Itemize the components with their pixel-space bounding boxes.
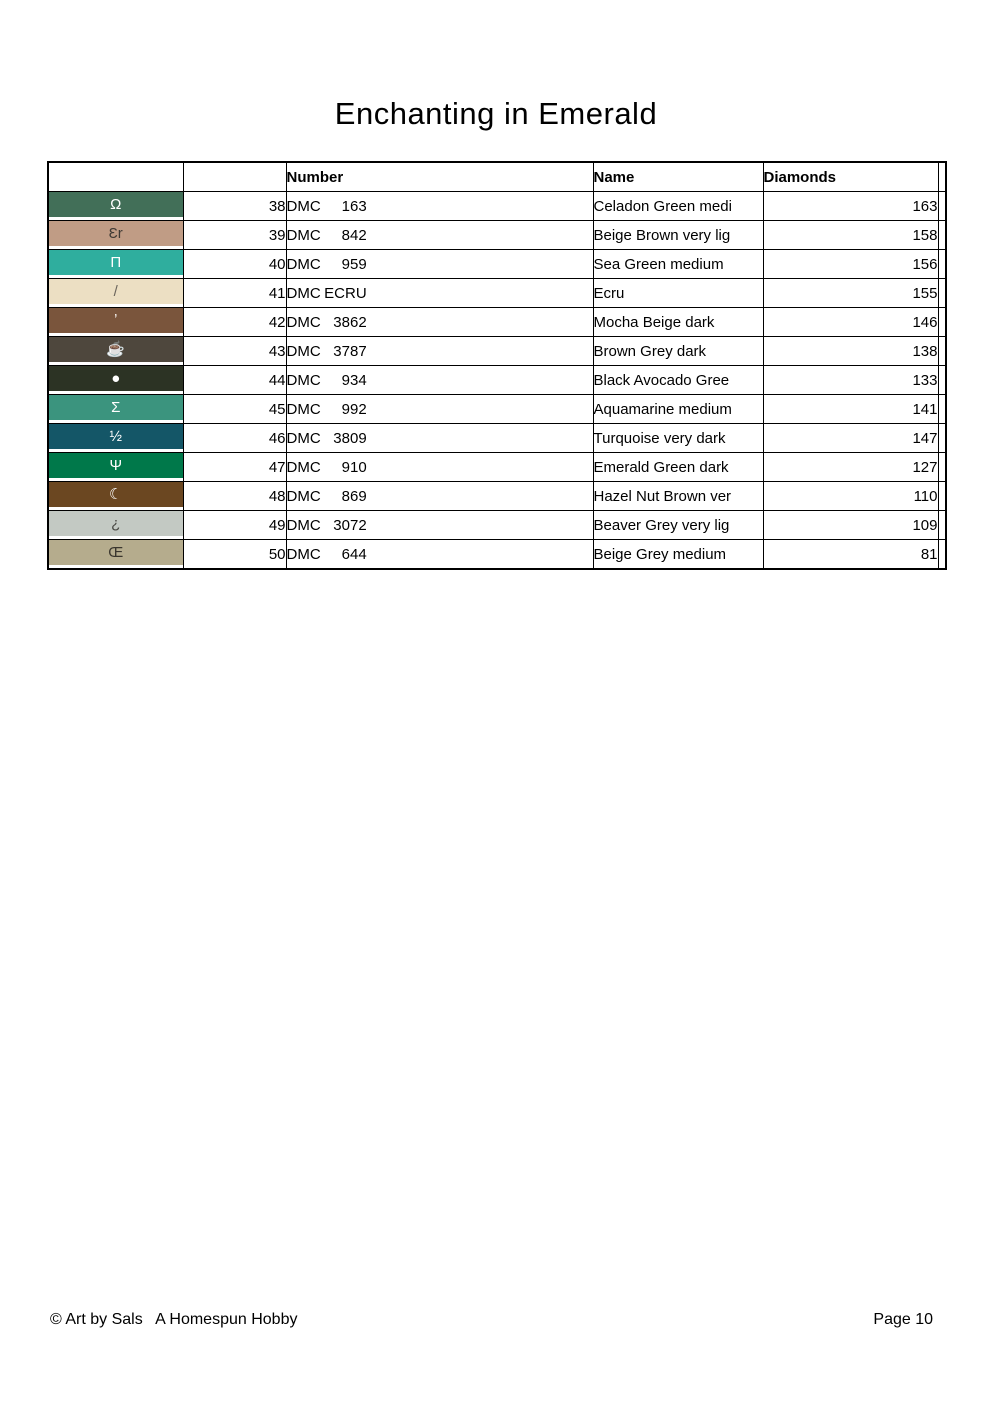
color-swatch [49, 308, 183, 333]
brand-label: DMC [286, 458, 321, 476]
brand-label: DMC [286, 429, 321, 447]
header-diamonds: Diamonds [763, 162, 938, 192]
stitch-symbol-icon: ʼ [114, 312, 118, 329]
extra-cell [938, 308, 946, 337]
table-header-row [48, 162, 946, 192]
color-swatch [49, 250, 183, 275]
table-row [48, 192, 946, 221]
color-name-cell: Turquoise very dark [593, 424, 763, 453]
thread-code: 163 [341, 197, 367, 215]
stitch-symbol-icon: Ɛr [108, 225, 123, 242]
footer-credit: © Art by Sals A Homespun Hobby [50, 1311, 298, 1328]
swatch-cell [48, 308, 183, 337]
brand-label: DMC [286, 284, 321, 302]
diamonds-count-cell: 163 [763, 192, 938, 221]
stitch-symbol-icon: Ω [110, 196, 122, 213]
extra-cell [938, 395, 946, 424]
thread-code: ECRU [324, 284, 367, 302]
thread-code: 959 [341, 255, 367, 273]
extra-cell [938, 511, 946, 540]
color-swatch [49, 511, 183, 536]
extra-cell [938, 250, 946, 279]
thread-number-cell [286, 337, 593, 366]
swatch-cell [48, 366, 183, 395]
swatch-cell [48, 395, 183, 424]
brand-label: DMC [286, 400, 321, 418]
thread-number-cell [286, 279, 593, 308]
color-swatch [49, 424, 183, 449]
row-count-cell: 40 [183, 250, 286, 279]
stitch-symbol-icon: ¿ [111, 515, 121, 532]
color-key-table [47, 161, 947, 570]
swatch-cell [48, 279, 183, 308]
table-row [48, 366, 946, 395]
color-name-cell: Mocha Beige dark [593, 308, 763, 337]
row-count-cell: 39 [183, 221, 286, 250]
page-number: Page 10 [873, 1311, 933, 1328]
table-row [48, 482, 946, 511]
table-row [48, 221, 946, 250]
swatch-cell [48, 540, 183, 570]
row-count-cell: 42 [183, 308, 286, 337]
diamonds-count-cell: 109 [763, 511, 938, 540]
stitch-symbol-icon: Σ [111, 399, 121, 416]
diamonds-count-cell: 156 [763, 250, 938, 279]
color-swatch [49, 192, 183, 217]
row-count-cell: 43 [183, 337, 286, 366]
diamonds-count-cell: 81 [763, 540, 938, 570]
table-row [48, 540, 946, 570]
thread-code: 842 [341, 226, 367, 244]
stitch-symbol-icon: ½ [109, 428, 122, 445]
extra-cell [938, 279, 946, 308]
brand-label: DMC [286, 487, 321, 505]
color-swatch [49, 453, 183, 478]
thread-number-cell [286, 192, 593, 221]
color-name-cell: Beige Brown very lig [593, 221, 763, 250]
color-swatch [49, 395, 183, 420]
swatch-cell [48, 511, 183, 540]
thread-code: 3809 [333, 429, 367, 447]
color-name-cell: Beaver Grey very lig [593, 511, 763, 540]
row-count-cell: 41 [183, 279, 286, 308]
row-count-cell: 47 [183, 453, 286, 482]
row-count-cell: 38 [183, 192, 286, 221]
swatch-cell [48, 192, 183, 221]
color-name-cell: Aquamarine medium [593, 395, 763, 424]
header-extra [938, 162, 946, 192]
header-count [183, 162, 286, 192]
table-row [48, 511, 946, 540]
stitch-symbol-icon: ● [111, 370, 121, 387]
swatch-cell [48, 482, 183, 511]
thread-code: 934 [341, 371, 367, 389]
diamonds-count-cell: 146 [763, 308, 938, 337]
thread-code: 910 [341, 458, 367, 476]
stitch-symbol-icon: ☾ [109, 486, 123, 503]
diamonds-count-cell: 133 [763, 366, 938, 395]
diamonds-count-cell: 127 [763, 453, 938, 482]
color-swatch [49, 540, 183, 565]
table-row [48, 308, 946, 337]
brand-label: DMC [286, 197, 321, 215]
header-symbol [48, 162, 183, 192]
thread-code: 869 [341, 487, 367, 505]
row-count-cell: 45 [183, 395, 286, 424]
diamonds-count-cell: 158 [763, 221, 938, 250]
color-name-cell: Beige Grey medium [593, 540, 763, 570]
stitch-symbol-icon: ☕ [106, 341, 126, 358]
diamonds-count-cell: 138 [763, 337, 938, 366]
color-swatch [49, 279, 183, 304]
brand-label: DMC [286, 342, 321, 360]
row-count-cell: 49 [183, 511, 286, 540]
extra-cell [938, 540, 946, 570]
swatch-cell [48, 424, 183, 453]
color-name-cell: Sea Green medium [593, 250, 763, 279]
diamonds-count-cell: 147 [763, 424, 938, 453]
swatch-cell [48, 221, 183, 250]
color-name-cell: Black Avocado Gree [593, 366, 763, 395]
brand-label: DMC [286, 226, 321, 244]
color-name-cell: Hazel Nut Brown ver [593, 482, 763, 511]
color-swatch [49, 366, 183, 391]
row-count-cell: 46 [183, 424, 286, 453]
header-number: Number [286, 162, 593, 192]
thread-number-cell [286, 540, 593, 570]
table-row [48, 424, 946, 453]
row-count-cell: 50 [183, 540, 286, 570]
color-name-cell: Ecru [593, 279, 763, 308]
brand-label: DMC [286, 545, 321, 563]
thread-number-cell [286, 221, 593, 250]
extra-cell [938, 482, 946, 511]
color-swatch [49, 337, 183, 362]
thread-code: 644 [341, 545, 367, 563]
table-row [48, 337, 946, 366]
row-count-cell: 48 [183, 482, 286, 511]
row-count-cell: 44 [183, 366, 286, 395]
color-name-cell: Brown Grey dark [593, 337, 763, 366]
extra-cell [938, 453, 946, 482]
extra-cell [938, 366, 946, 395]
brand-label: DMC [286, 516, 321, 534]
extra-cell [938, 424, 946, 453]
thread-code: 3072 [333, 516, 367, 534]
thread-number-cell [286, 250, 593, 279]
thread-number-cell [286, 511, 593, 540]
table-row [48, 453, 946, 482]
brand-label: DMC [286, 255, 321, 273]
thread-code: 3787 [333, 342, 367, 360]
table-row [48, 395, 946, 424]
extra-cell [938, 192, 946, 221]
thread-number-cell [286, 424, 593, 453]
stitch-symbol-icon: Π [110, 254, 122, 271]
color-name-cell: Emerald Green dark [593, 453, 763, 482]
brand-label: DMC [286, 313, 321, 331]
diamonds-count-cell: 110 [763, 482, 938, 511]
stitch-symbol-icon: Œ [108, 544, 124, 561]
thread-code: 992 [341, 400, 367, 418]
color-swatch [49, 482, 183, 507]
thread-number-cell [286, 453, 593, 482]
color-swatch [49, 221, 183, 246]
stitch-symbol-icon: Ψ [109, 457, 123, 474]
swatch-cell [48, 453, 183, 482]
thread-number-cell [286, 366, 593, 395]
brand-label: DMC [286, 371, 321, 389]
table-row [48, 279, 946, 308]
page-title: Enchanting in Emerald [334, 96, 658, 131]
thread-code: 3862 [333, 313, 367, 331]
extra-cell [938, 337, 946, 366]
diamonds-count-cell: 141 [763, 395, 938, 424]
header-name: Name [593, 162, 763, 192]
thread-number-cell [286, 482, 593, 511]
swatch-cell [48, 250, 183, 279]
stitch-symbol-icon: / [113, 283, 118, 300]
thread-number-cell [286, 395, 593, 424]
thread-number-cell [286, 308, 593, 337]
color-table-body [48, 192, 946, 570]
swatch-cell [48, 337, 183, 366]
table-row [48, 250, 946, 279]
diamonds-count-cell: 155 [763, 279, 938, 308]
color-name-cell: Celadon Green medi [593, 192, 763, 221]
extra-cell [938, 221, 946, 250]
